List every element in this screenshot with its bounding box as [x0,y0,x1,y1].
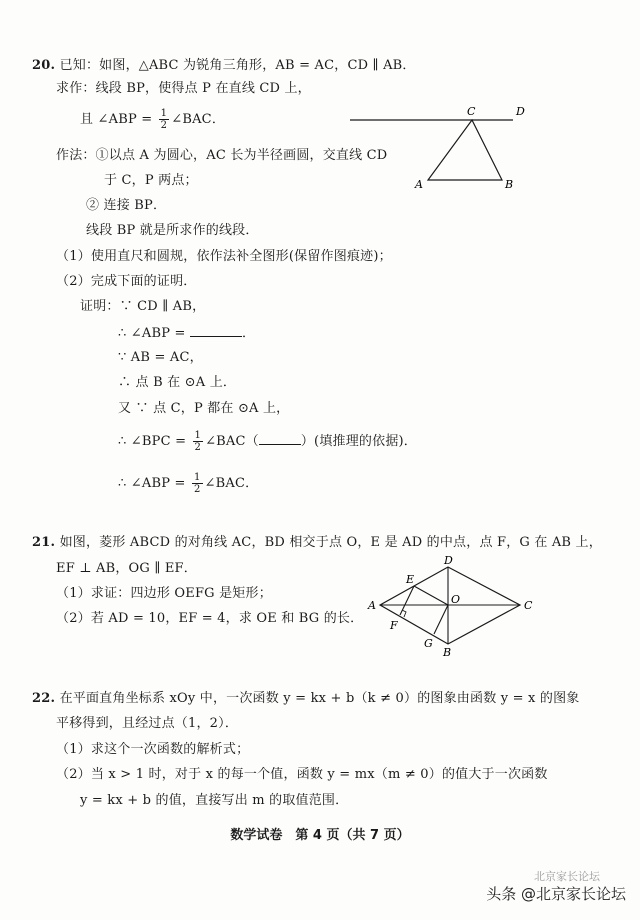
q22-part1: （1）求这个一次函数的解析式； [56,742,250,757]
q20-condition-post: ∠BAC． [171,112,226,127]
q21-number: 21. [32,535,56,550]
right-angle-mark [402,610,406,617]
q20-part2: （2）完成下面的证明． [56,274,197,289]
fraction-denominator: 2 [160,120,168,131]
answer-blank[interactable] [190,324,242,337]
label-e: E [406,573,415,586]
q20-method1: 作法：①以点 A 为圆心，AC 长为半径画圆，交直线 CD [56,148,388,163]
label-c: C [524,599,533,612]
q22-line1 [32,690,580,708]
q20-method3: 线段 BP 就是所求作的线段． [86,223,259,238]
q20-proof2: ∴ ∠ABP = ． [118,326,256,341]
q20-line1 [32,57,416,75]
q20-proof2-text: ∴ ∠ABP = [118,326,190,341]
q21-line1 [32,534,602,552]
q20-proof6-post: ）(填推理的依据)． [300,434,418,449]
q21-part2: （2）若 AD = 10，EF = 4，求 OE 和 BG 的长． [56,611,364,626]
q20-condition [80,108,225,131]
q22-line2: 平移得到，且经过点（1，2）． [56,716,239,731]
reason-blank[interactable] [259,432,301,445]
fraction-half [193,430,204,453]
q20-proof7 [118,472,258,495]
fraction-numerator: 1 [193,472,201,483]
label-c: C [467,105,476,118]
fraction-denominator: 2 [193,484,201,495]
q20-given: 已知：如图，△ABC 为锐角三角形，AB = AC，CD ∥ AB． [59,58,416,73]
q21-line2: EF ⊥ AB，OG ∥ EF． [56,561,197,576]
q20-proof5: 又 ∵ 点 C，P 都在 ⊙A 上， [118,401,290,416]
label-o: O [451,593,461,606]
label-g: G [424,637,433,650]
q21-given: 如图，菱形 ABCD 的对角线 AC，BD 相交于点 O，E 是 AD 的中点，点 F，G 在 AB 上， [59,535,602,550]
fraction-half [159,108,170,131]
label-d: D [516,105,525,118]
page-footer: 数学试卷 第 4 页（共 7 页） [230,828,410,843]
label-b: B [443,646,452,659]
q20-method1b: 于 C，P 两点； [104,173,198,188]
q21-part1: （1）求证：四边形 OEFG 是矩形； [56,586,272,601]
q20-proof3: ∵ AB = AC， [118,350,203,365]
fraction-half [192,472,203,495]
fraction-denominator: 2 [194,442,202,453]
q20-triangle-figure [345,100,535,195]
label-b: B [505,178,514,191]
q21-rhombus-figure [360,555,560,660]
q20-proof7-pre: ∴ ∠ABP = [118,476,190,491]
triangle-abc [428,120,502,180]
q20-proof1: 证明：∵ CD ∥ AB， [80,299,206,314]
q20-proof6 [118,430,417,453]
label-d: D [444,555,453,567]
q22-part2: （2）当 x > 1 时，对于 x 的每一个值，函数 y = mx（m ≠ 0）的值大于一次函数 [56,767,548,782]
q20-part1: （1）使用直尺和圆规，依作法补全图形(保留作图痕迹)； [56,249,392,264]
fraction-numerator: 1 [160,108,168,119]
label-f: F [390,619,398,632]
q22-given: 在平面直角坐标系 xOy 中，一次函数 y = kx + b（k ≠ 0）的图象由函数 y = x 的图象 [59,691,580,706]
q20-method2: ② 连接 BP． [86,198,167,213]
label-a: A [368,599,376,612]
watermark: 头条 @北京家长论坛 [486,885,626,903]
q20-proof7-post: ∠BAC． [204,476,259,491]
q20-number: 20. [32,58,56,73]
q20-proof4: ∴ 点 B 在 ⊙A 上． [118,375,237,390]
q20-task: 求作：线段 BP，使得点 P 在直线 CD 上， [56,81,311,96]
q20-proof6-pre: ∴ ∠BPC = [118,434,191,449]
q20-proof6-mid: ∠BAC（ [205,434,259,449]
fraction-numerator: 1 [194,430,202,441]
q22-number: 22. [32,691,56,706]
segment-og [434,605,448,634]
label-a: A [415,178,423,191]
segment-oe [414,586,448,605]
q20-condition-pre: 且 ∠ABP = [80,112,157,127]
q22-part2b: y = kx + b 的值，直接写出 m 的取值范围． [80,793,349,808]
watermark-faint: 北京家长论坛 [534,870,600,883]
